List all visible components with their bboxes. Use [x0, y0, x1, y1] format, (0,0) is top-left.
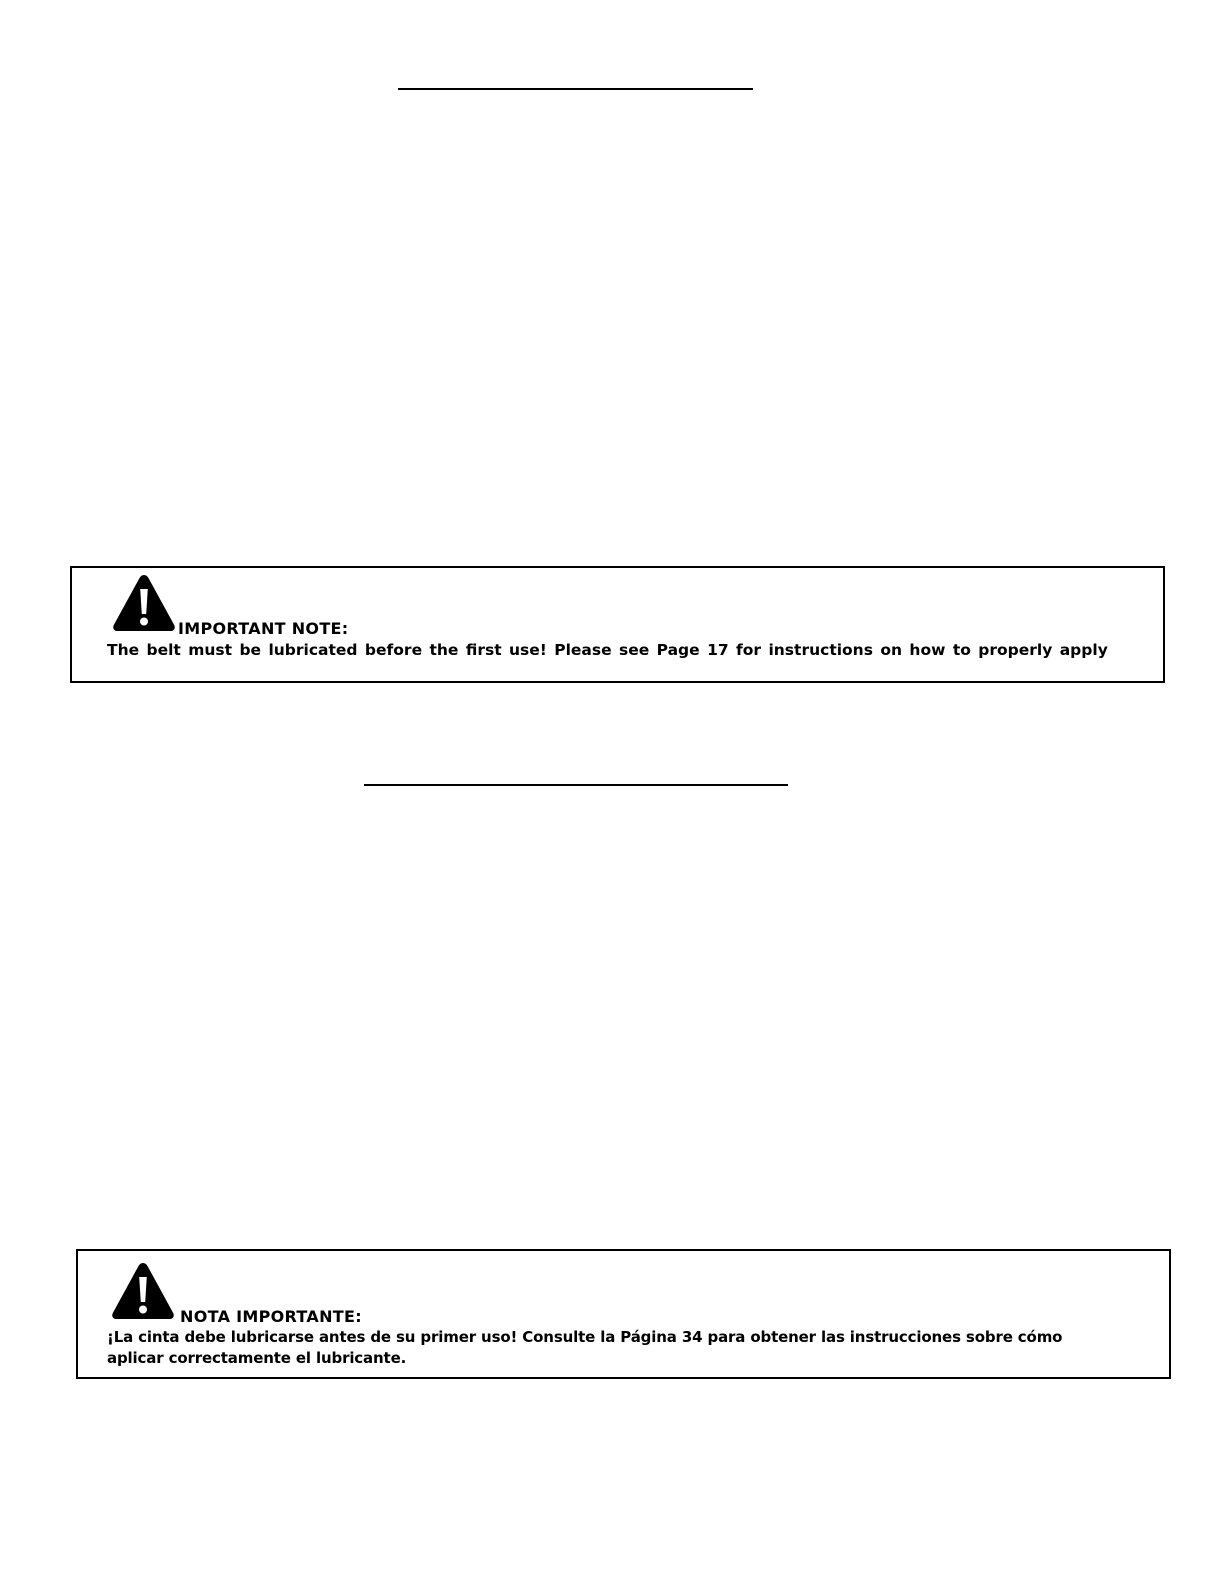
- important-note-box-en: [70, 566, 1165, 683]
- heading-underline-en: [398, 88, 753, 90]
- warning-icon: [111, 572, 177, 634]
- warning-icon: [110, 1260, 176, 1322]
- important-note-box-es: [76, 1249, 1171, 1379]
- note-heading: IMPORTANT NOTE:: [178, 619, 349, 638]
- heading-underline-es: [364, 784, 788, 786]
- note-heading: NOTA IMPORTANTE:: [180, 1307, 362, 1326]
- note-body: ¡La cinta debe lubricarse antes de su primer uso! Consulte la Página 34 para obtener las instrucciones sobre cómo aplicar correctamente el lubricante.: [107, 1328, 1063, 1367]
- note-body: The belt must be lubricated before the first use! Please see Page 17 for instructions on how to properly apply: [107, 641, 1108, 659]
